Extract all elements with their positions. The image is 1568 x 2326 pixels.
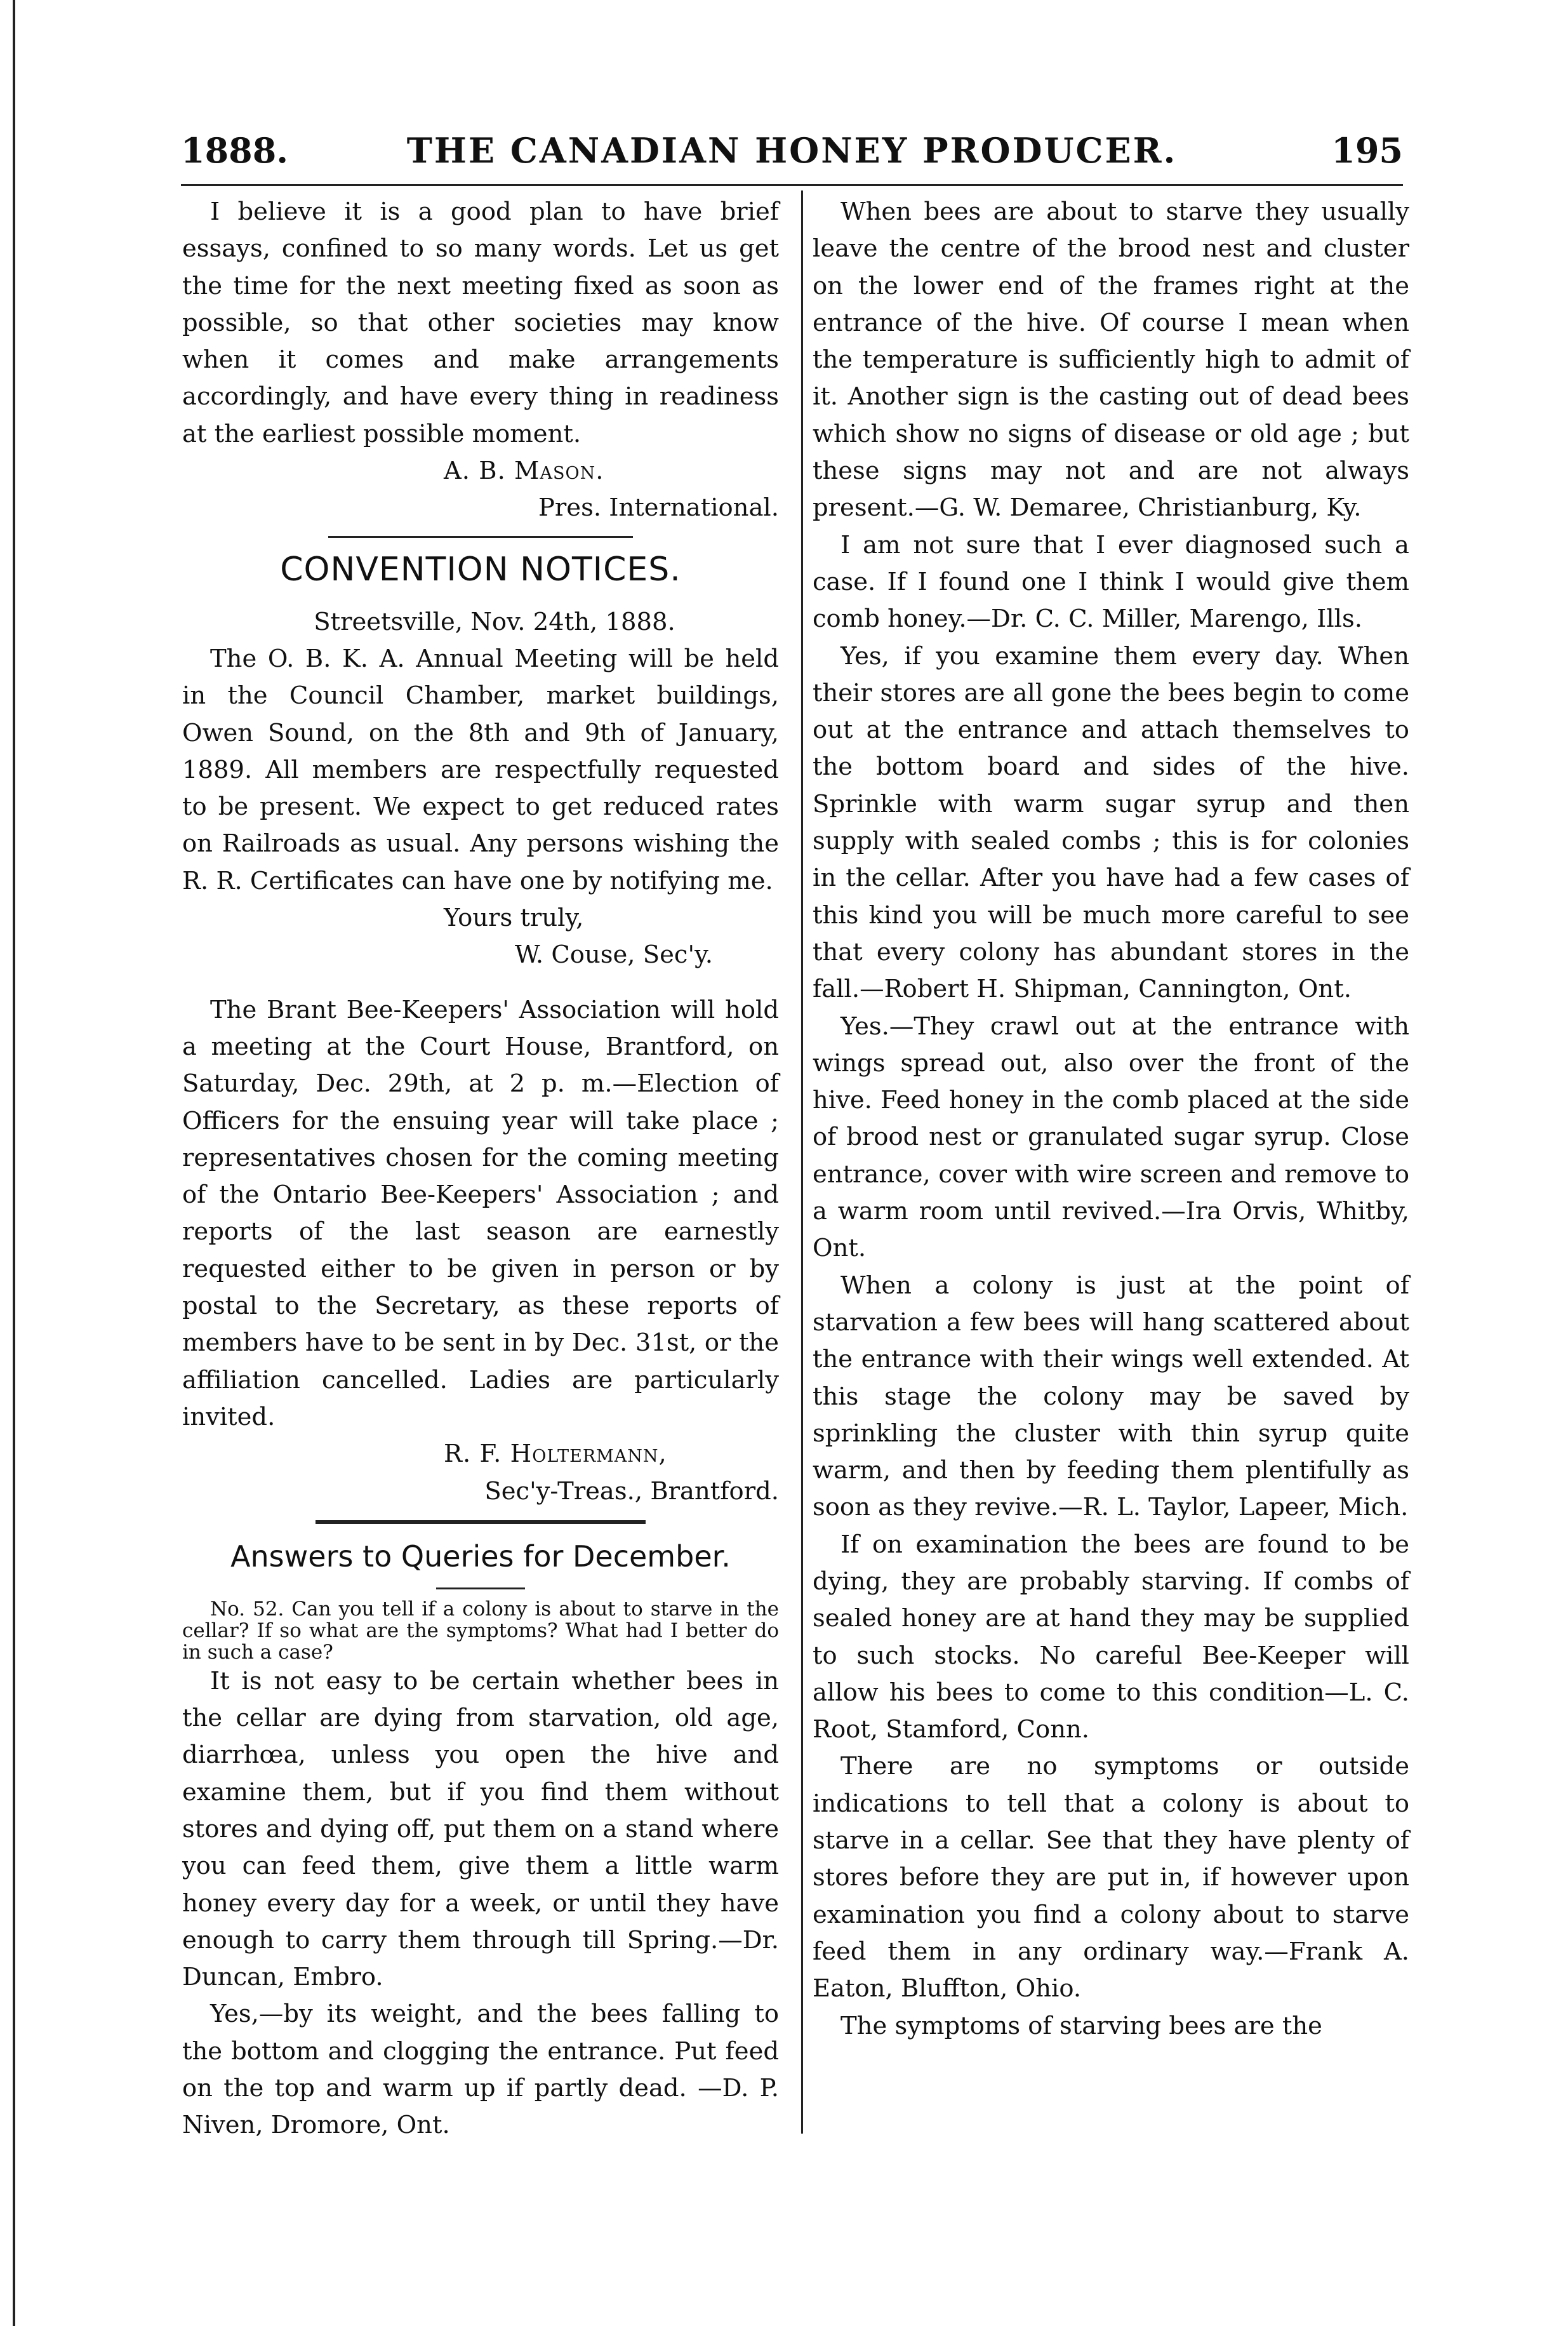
- answer-eaton: There are no symptoms or outside indications to tell that a colony is about to starve in a cellar. See that they have plenty of stores before they are put in, if however upon examination you find a colony about to starve feed them in any ordinary way.—Frank A. Eaton, Bluffton, Ohio.: [813, 1752, 1409, 2003]
- answer-niven: Yes,—by its weight, and the bees falling to the bottom and clogging the entrance. Put feed on the top and warm up if partly dead. —D. P. Niven, Dromore, Ont.: [182, 2000, 779, 2140]
- answer-duncan: It is not easy to be certain whether bees in the cellar are dying from starvation, old age, diarrhœa, unless you open the hive and examine them, but if you find them without stores and dying off, put them on a stand where you can feed them, give them a little warm honey every day for a week, or until they have enough to carry them through till Spring.—Dr. Duncan, Embro.: [182, 1666, 779, 1992]
- answer-root: If on examination the bees are found to be dying, they are probably starving. If combs of sealed honey are at hand they may be supplied to such stocks. No careful Bee-Keeper will allow his bees to come to this condition—L. C. Root, Stamford, Conn.: [813, 1530, 1409, 1744]
- spacer: [182, 974, 779, 992]
- section-divider: [316, 1520, 646, 1524]
- answer-miller: I am not sure that I ever diagnosed such a case. If I found one I think I would give them comb honey.—Dr. C. C. Miller, Marengo, Ills.: [813, 530, 1409, 634]
- answer-continued: The symptoms of starving bees are the: [840, 2011, 1322, 2040]
- intro-paragraph: I believe it is a good plan to have brief essays, confined to so many words. Let us get the time for the next meeting fixed as soon as possible, so that other societies may know when it comes and make arrangements accordingly, and have every thing in readiness at the earliest possible moment.: [182, 197, 779, 448]
- answer-orvis: Yes.—They crawl out at the entrance with wings spread out, also over the front of the hive. Feed honey in the comb placed at the side of brood nest or granulated sugar syrup. Close entrance, cover with wire screen and remove to a warm room until revived.—Ira Orvis, Whitby, Ont.: [813, 1012, 1409, 1263]
- answer-demaree: When bees are about to starve they usually leave the centre of the brood nest and cluster on the lower end of the frames right at the entrance of the hive. Of course I mean when the temperature is sufficiently high to admit of it. Another sign is the casting out of dead bees which show no signs of disease or old age ; but these signs may not and are not always present.—G. W. Demaree, Christianburg, Ky.: [813, 197, 1409, 523]
- header-rule: [181, 184, 1403, 186]
- page-number: 195: [1331, 130, 1403, 171]
- running-head: [181, 130, 1403, 181]
- header-title: THE CANADIAN HONEY PRODUCER.: [406, 130, 1178, 171]
- obka-notice: The O. B. K. A. Annual Meeting will be held in the Council Chamber, market buildings, Owen Sound, on the 8th and 9th of January, 1889. All members are respectfully requested to be present. We expect to get reduced rates on Railroads as usual. Any persons wishing the R. R. Certificates can have one by notifying me.: [182, 644, 779, 895]
- column-divider: [801, 190, 803, 2134]
- signature-mason-title: Pres. International.: [538, 493, 779, 523]
- convention-notices-heading: CONVENTION NOTICES.: [280, 550, 681, 589]
- answer-taylor: When a colony is just at the point of starvation a few bees will hang scattered about the entrance with their wings well extended. At this stage the colony may be saved by sprinkling the cluster with thin syrup quite warm, and then by feeding them plentifully as soon as they revive.—R. L. Taylor, Lapeer, Mich.: [813, 1271, 1409, 1522]
- left-column: [182, 194, 779, 2144]
- divider-rule: [328, 536, 633, 538]
- brant-notice: The Brant Bee-Keepers' Association will hold a meeting at the Court House, Brantford, on Saturday, Dec. 29th, at 2 p. m.—Election of Officers for the ensuing year will take place ; representatives chosen for the coming meeting of the Ontario Bee-Keepers' Association ; and reports of the last season are earnestly requested either to be given in person or by postal to the Secretary, as these reports of members have to be sent in by Dec. 31st, or the affiliation cancelled. Ladies are particularly invited.: [182, 995, 779, 1431]
- signature-holtermann-title: Sec'y-Treas., Brantford.: [484, 1476, 779, 1506]
- signature-couse: W. Couse, Sec'y.: [515, 940, 713, 970]
- query-text: No. 52. Can you tell if a colony is about to starve in the cellar? If so what are the symptoms? What had I better do in such a case?: [182, 1597, 779, 1664]
- answers-heading: Answers to Queries for December.: [230, 1539, 731, 1574]
- divider-rule-short: [436, 1587, 525, 1589]
- dateline: Streetsville, Nov. 24th, 1888.: [314, 607, 675, 636]
- header-year: 1888.: [181, 130, 289, 171]
- answer-shipman: Yes, if you examine them every day. When their stores are all gone the bees begin to come out at the entrance and attach themselves to the bottom board and sides of the hive. Sprinkle with warm sugar syrup and then supply with sealed combs ; this is for colonies in the cellar. After you have had a few cases of this kind you will be much more careful to see that every colony has abundant stores in the fall.—Robert H. Shipman, Cannington, Ont.: [813, 641, 1409, 1004]
- closing: Yours truly,: [444, 904, 584, 933]
- right-column: [813, 194, 1409, 2045]
- page-edge-rule: [13, 0, 15, 2326]
- signature-holtermann: R. F. Holtermann,: [444, 1440, 667, 1469]
- signature-mason: A. B. Mason.: [444, 457, 604, 486]
